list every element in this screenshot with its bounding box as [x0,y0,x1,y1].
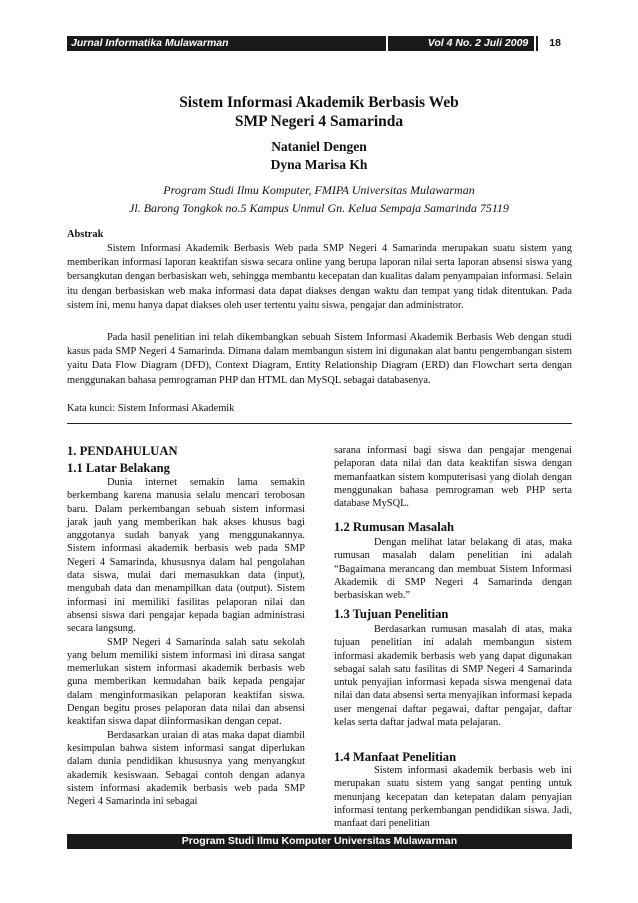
keywords: Kata kunci: Sistem Informasi Akademik [67,403,235,414]
right-column-top: sarana informasi bagi siswa dan pengajar mengenai pelaporan data nilai dan data keaktifan siswa dengan memanfaatkan sistem komputerisasi yang diolah dengan menggunakan bahasa pemrograman web PHP serta database MySQL. [334,445,572,510]
journal-name: Jurnal Informatika Mulawarman [67,36,386,51]
author-1: Nataniel Dengen [271,139,367,154]
section-heading-tujuan-penelitian: 1.3 Tujuan Penelitian [334,607,449,621]
left-column [67,476,305,808]
tujuan-penelitian-paragraph: Berdasarkan rumusan masalah di atas, maka tujuan penelitian ini adalah membangun sistem informasi akademik berbasis web yang dapat digunakan sebagai salah satu fasilitas di SMP Negeri 4 Samarinda untuk penyajian informasi kepada siswa mengenai data nilai dan data absensi serta menyajikan informasi kepada user mengenai daftar pegawai, daftar pengajar, daftar kelas serta daftar jadwal mata pelajaran. [334,624,572,729]
rumusan-masalah-paragraph: Dengan melihat latar belakang di atas, maka rumusan masalah dalam penelitian ini adalah “Bagaimana merancang dan membuat Sistem Informasi Akademik di SMP Negeri 4 Samarinda dengan berbasiskan web.” [334,537,572,602]
manfaat-penelitian-paragraph: Sistem informasi akademik berbasis web ini merupakan suatu sistem yang sangat penting untuk menunjang kecepatan dan ketepatan dalam penyajian informasi tentang perkembangan pendidikan siswa. Jadi, manfaat dari penelitian [334,765,572,830]
running-footer: Program Studi Ilmu Komputer Universitas Mulawarman [67,834,572,849]
section-heading-latar-belakang: 1.1 Latar Belakang [67,461,170,475]
section-heading-rumusan-masalah: 1.2 Rumusan Masalah [334,520,455,534]
affiliation-line1: Program Studi Ilmu Komputer, FMIPA Universitas Mulawarman [163,183,475,197]
abstract-paragraph-1: Sistem Informasi Akademik Berbasis Web pada SMP Negeri 4 Samarinda merupakan suatu sistem yang memberikan informasi laporan keaktifan siswa secara online yang berupa laporan nilai serta laporan absensi siswa yang bersangkutan dengan berbasiskan web, sehingga membantu kecepatan dan kualitas dalam penyampaian informasi. Selain itu dengan berbasiskan web maka informasi data dapat diakses dengan waktu dan tempat yang tidak ditentukan. Pada sistem ini, menu hanya dapat diakses oleh user tertentu yaitu siswa, pengajar dan administrator. [67,243,572,311]
abstract-paragraph-2: Pada hasil penelitian ini telah dikembangkan sebuah Sistem Informasi Akademik Berbasis Web dengan studi kasus pada SMP Negeri 4 Samarinda. Dimana dalam membangun sistem ini digunakan alat bantu pengembangan sistem yaitu Data Flow Diagram (DFD), Context Diagram, Entity Relationship Diagram (ERD) dan Flowchart serta dengan menggunakan bahasa pemrograman PHP dan HTML dan MySQL sebagai databasenya. [67,332,572,386]
section-heading-pendahuluan: 1. PENDAHULUAN [67,444,178,458]
section-heading-manfaat-penelitian: 1.4 Manfaat Penelitian [334,750,457,764]
page-number: 18 [536,36,572,51]
paper-title-line1: Sistem Informasi Akademik Berbasis Web [179,94,459,111]
author-2: Dyna Marisa Kh [270,157,368,172]
latar-belakang-paragraph-3: Berdasarkan uraian di atas maka dapat diambil kesimpulan bahwa sistem informasi sangat diperlukan dalam dunia pendidikan khususnya yang menyangkut akademik kesiswaan. Sebagai contoh dengan adanya sistem informasi akademik berbasis web pada SMP Negeri 4 Samarinda ini sebagai [67,729,305,808]
running-header [67,36,572,51]
volume-info: Vol 4 No. 2 Juli 2009 [388,36,534,51]
paper-title-line2: SMP Negeri 4 Samarinda [234,113,404,130]
abstract-heading: Abstrak [67,229,104,240]
latar-belakang-paragraph-1: Dunia internet semakin lama semakin berkembang karena manusia selalu mencari terobosan baru. Dalam perkembangan sebuah sistem informasi jarak jauh yang memberikan hak akses khusus bagi anggotanya sudah banyak yang menggunakannya. Sistem informasi akademik berbasis web pada SMP Negeri 4 Samarinda, khususnya dalam hal pengolahan data siswa, mulai dari memasukkan data (input), mengubah data dan menampilkan data (output). Sistem informasi ini memiliki fasilitas pelaporan nilai dan absensi siswa dari pengajar kepada bagian administrasi secara langsung. [67,477,305,635]
abstract-divider [67,423,572,424]
affiliation-line2: Jl. Barong Tongkok no.5 Kampus Unmul Gn. Kelua Sempaja Samarinda 75119 [129,201,509,215]
latar-belakang-paragraph-2: SMP Negeri 4 Samarinda salah satu sekolah yang belum memiliki sistem informasi ini dirasa sangat memerlukan sistem informasi akademik berbasis web guna memberikan kemudahan baik kepada pengajar dalam menginformasikan pelaporan keaktifan siswa. Dengan begitu proses pelaporan data nilai dan absensi keaktifan siswa dapat diinformasikan dengan cepat. [67,636,305,728]
